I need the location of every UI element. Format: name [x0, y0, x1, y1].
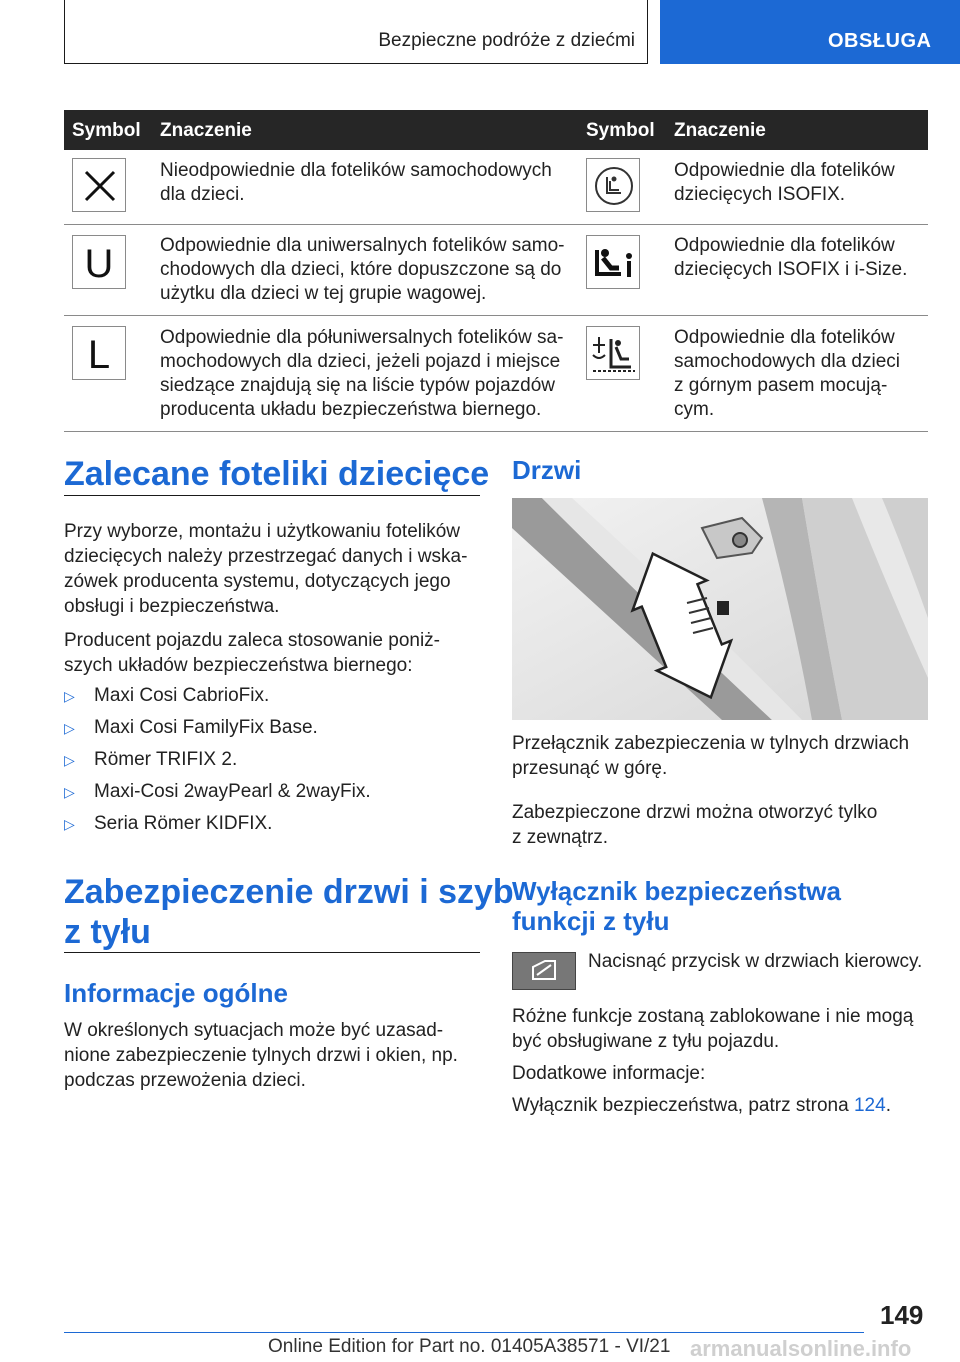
header-meaning-2: Znaczenie — [674, 120, 766, 141]
isize-seat-icon — [586, 235, 640, 289]
switch-paragraph-2: Dodatkowe informacje: — [512, 1063, 706, 1084]
doors-paragraph-1: Przełącznik zabezpieczenia w tylnych drzwiach przesunąć w górę. — [512, 733, 910, 779]
doors-paragraph-2: Zabezpieczone drzwi można otworzyć tylko z zewnątrz. — [512, 802, 878, 848]
window-lock-button-icon — [512, 952, 576, 990]
section-title: Bezpieczne podróże z dziećmi — [378, 30, 635, 51]
heading-door-window-lock: Zabezpieczenie drzwi i szyb z tyłu — [64, 873, 514, 951]
bullet-triangle-icon: ▷ — [64, 816, 75, 832]
switch-reference: Wyłącznik bezpieczeństwa, patrz strona 124. — [512, 1095, 891, 1116]
header-symbol-1: Symbol — [72, 120, 141, 141]
switch-instruction: Nacisnąć przycisk w drzwiach kierowcy. — [588, 951, 923, 972]
edition-footer: Online Edition for Part no. 01405A38571 - VI/21 — [268, 1336, 671, 1357]
door-lock-illustration — [512, 498, 928, 720]
row2-left-text: Odpowiednie dla uniwersalnych fotelików samo- chodowych dla dzieci, które dopuszczone są do użytku dla dzieci w tej grupie wagowej. — [160, 235, 565, 304]
row3-right-text: Odpowiednie dla fotelików samochodowych dla dzieci z górnym pasem mocują- cym. — [674, 327, 901, 420]
header-box — [64, 0, 648, 64]
table-row — [64, 225, 928, 316]
table-header — [64, 110, 928, 150]
table-row — [64, 150, 928, 225]
universal-letter-icon: U — [72, 235, 126, 289]
header-symbol-2: Symbol — [586, 120, 655, 141]
divider — [64, 495, 480, 496]
header-meaning-1: Znaczenie — [160, 120, 252, 141]
row3-left-text: Odpowiednie dla półuniwersalnych fotelików sa- mochodowych dla dzieci, jeżeli pojazd i miejsce siedzące znajdują się na liście typów pojazdów producenta układu bezpieczeństwa biernego. — [160, 327, 564, 420]
isofix-seat-icon — [586, 158, 640, 212]
list-item: ▷ Maxi-Cosi 2wayPearl & 2wayFix. — [64, 781, 371, 802]
intro-paragraph: Przy wyborze, montażu i użytkowaniu fotelików dziecięcych należy przestrzegać danych i wska- zówek producenta systemu, dotyczących jego obsługi i bezpieczeństwa. — [64, 521, 468, 617]
page-link-124[interactable]: 124 — [853, 1095, 886, 1116]
general-paragraph: W określonych sytuacjach może być uzasad- nione zabezpieczenie tylnych drzwi i okien, np. podczas przewożenia dzieci. — [64, 1020, 458, 1091]
bullet-triangle-icon: ▷ — [64, 720, 75, 736]
bullet-triangle-icon: ▷ — [64, 688, 75, 704]
heading-doors: Drzwi — [512, 455, 582, 485]
list-item: ▷ Maxi Cosi FamilyFix Base. — [64, 717, 318, 738]
switch-paragraph-1: Różne funkcje zostaną zablokowane i nie mogą być obsługiwane z tyłu pojazdu. — [512, 1006, 914, 1052]
table-row — [64, 316, 928, 432]
page-number: 149 — [880, 1300, 924, 1330]
top-tether-seat-icon — [586, 326, 640, 380]
symbol-table — [64, 110, 928, 432]
cross-icon — [72, 158, 126, 212]
divider — [64, 952, 480, 953]
row1-left-text: Nieodpowiednie dla fotelików samochodowych dla dzieci. — [160, 160, 552, 205]
heading-general-info: Informacje ogólne — [64, 978, 288, 1008]
row1-right-text: Odpowiednie dla fotelików dziecięcych ISOFIX. — [674, 160, 895, 205]
heading-safety-switch: Wyłącznik bezpieczeństwa funkcji z tyłu — [512, 876, 841, 936]
list-item: ▷ Seria Römer KIDFIX. — [64, 813, 273, 834]
chapter-tab[interactable] — [660, 0, 960, 64]
recommend-paragraph: Producent pojazdu zaleca stosowanie poniż- szych układów bezpieczeństwa biernego: — [64, 630, 441, 676]
bullet-triangle-icon: ▷ — [64, 752, 75, 768]
heading-recommended-seats: Zalecane foteliki dziecięce — [64, 455, 490, 493]
footer-divider — [64, 1332, 864, 1333]
semi-universal-letter-icon: L — [72, 326, 126, 380]
bullet-triangle-icon: ▷ — [64, 784, 75, 800]
list-item: ▷ Maxi Cosi CabrioFix. — [64, 685, 270, 706]
watermark: armanualsonline.info — [690, 1336, 912, 1361]
row2-right-text: Odpowiednie dla fotelików dziecięcych ISOFIX i i-Size. — [674, 235, 908, 280]
chapter-tab-label: OBSŁUGA — [828, 30, 932, 52]
list-item: ▷ Römer TRIFIX 2. — [64, 749, 238, 770]
